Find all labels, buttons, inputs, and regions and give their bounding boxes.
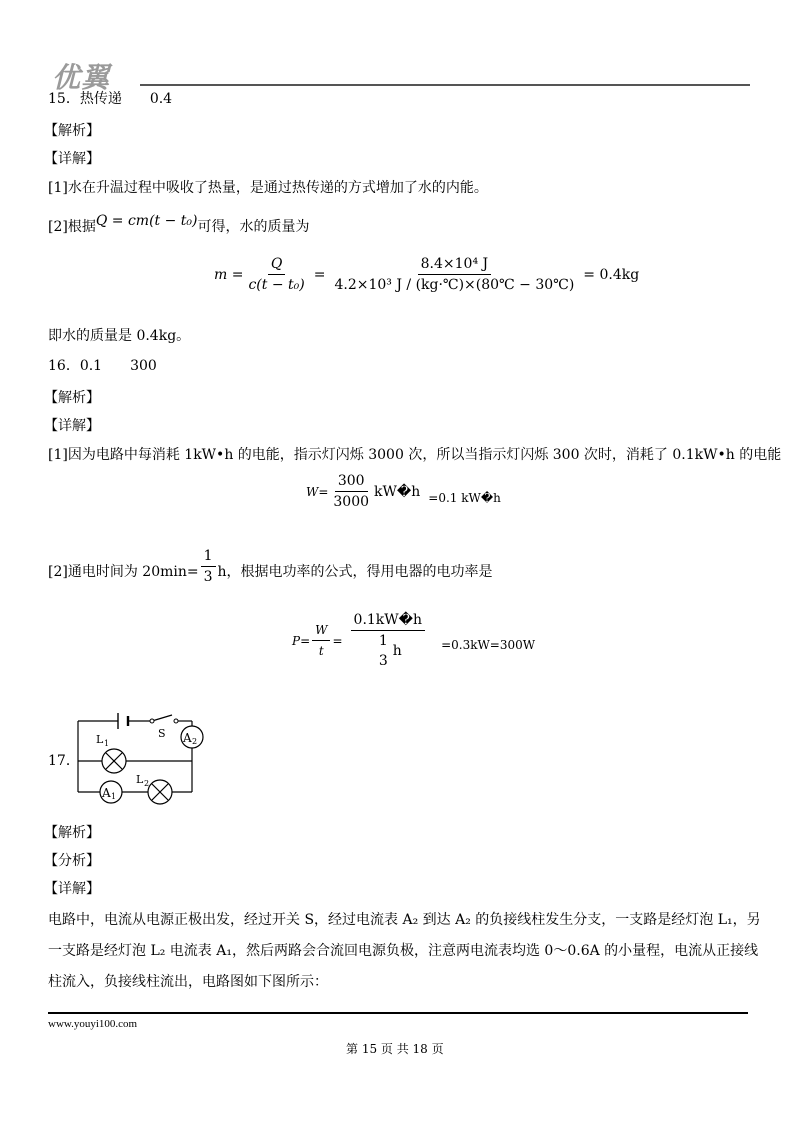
q16-power-equation [292, 612, 535, 669]
q16-p-denominator-2 [371, 631, 405, 669]
q16-p-inner-unit: h [392, 643, 402, 659]
q16-p-equals: = [332, 633, 343, 648]
q16-energy-equation [306, 473, 501, 510]
q16-w-lhs: W= [306, 484, 329, 499]
q16-w-result: =0.1 kW�h [428, 490, 501, 505]
q16-paragraph-1: [1]因为电路中每消耗 1kW•h 的电能，指示灯闪烁 3000 次，所以当指示灯闪烁 300 次时，消耗了 0.1kW•h 的电能 [48, 447, 782, 463]
q16-w-denominator: 3000 [333, 494, 370, 510]
q16-paragraph-2 [48, 544, 493, 585]
q16-p2-frac-den: 3 [203, 569, 213, 585]
ammeter-a2-letter: A [183, 731, 192, 745]
q16-p-numerator-2: 0.1kW�h [351, 612, 426, 631]
footer-url: www.youyi100.com [48, 1018, 138, 1030]
q17-paragraph-3: 柱流入，负接线柱流出，电路图如下图所示： [48, 974, 328, 990]
switch-pivot-right [174, 719, 178, 723]
q16-p-lhs: P= [292, 633, 311, 648]
q15-p2-prefix: [2]根据 [48, 219, 96, 235]
lamp-l1-letter: L [96, 733, 104, 746]
q15-conclusion: 即水的质量是 0.4kg。 [48, 328, 191, 344]
q16-p-fraction-2 [351, 612, 426, 669]
q16-p-inner-den: 3 [378, 653, 388, 669]
q17-detail-label: 【详解】 [44, 881, 100, 897]
q16-w-numerator: 300 [335, 473, 368, 492]
logo: 优翼 [52, 61, 111, 94]
q16-p2-prefix: [2]通电时间为 20min= [48, 564, 199, 580]
q16-detail-label: 【详解】 [44, 418, 100, 434]
switch-pivot-left [150, 719, 154, 723]
q15-eq-fraction-1 [245, 256, 307, 293]
q15-eq-denominator-2: 4.2×10³ J / (kg·℃)×(80℃ − 30℃) [334, 277, 575, 293]
ammeter-a2-subscript: 2 [192, 737, 198, 746]
q15-paragraph-2 [48, 213, 310, 236]
q17-heading: 17． [48, 753, 80, 769]
q15-eq-numerator-2: 8.4×10⁴ J [418, 256, 491, 275]
lamp-l2-letter: L [136, 773, 144, 786]
q16-analysis-label: 【解析】 [44, 390, 100, 406]
q15-detail-label: 【详解】 [44, 151, 100, 167]
q16-p-fraction-1 [312, 622, 330, 659]
q16-p-inner-fraction [376, 633, 391, 669]
q15-analysis-label: 【解析】 [44, 123, 100, 139]
q16-p-inner-num: 1 [378, 633, 388, 649]
lamp-l2-subscript: 2 [144, 779, 150, 788]
footer-rule [48, 1012, 748, 1014]
q15-p2-suffix: 可得，水的质量为 [197, 219, 310, 235]
q15-eq-result: = 0.4kg [583, 266, 640, 283]
q16-p2-fraction [201, 548, 216, 585]
q17-analyze-label: 【分析】 [44, 853, 100, 869]
q16-w-fraction [330, 473, 372, 510]
ammeter-a1-subscript: 1 [111, 792, 117, 801]
q15-p2-formula: Q = cm(t − t₀) [95, 213, 198, 229]
q16-p2-suffix: h，根据电功率的公式，得用电器的电功率是 [217, 564, 493, 580]
q15-paragraph-1: [1]水在升温过程中吸收了热量，是通过热传递的方式增加了水的内能。 [48, 180, 488, 196]
q16-p-result: =0.3kW=300W [441, 637, 536, 652]
q16-w-unit: kW�h [374, 483, 421, 500]
header-rule [140, 84, 750, 86]
switch-label: S [158, 727, 166, 740]
q15-heading: 15．热传递 0.4 [48, 91, 173, 107]
q17-circuit-diagram [70, 705, 220, 805]
lamp-l1-subscript: 1 [104, 739, 110, 748]
q17-analysis-label: 【解析】 [44, 825, 100, 841]
ammeter-a1-letter: A [102, 786, 111, 800]
q17-paragraph-2: 一支路是经灯泡 L₂ 电流表 A₁，然后两路会合流回电源负极，注意两电流表均选 0～0.6A 的小量程，电流从正接线 [48, 943, 759, 959]
q15-eq-lhs: m = [214, 266, 244, 283]
q15-eq-fraction-2 [331, 256, 577, 293]
footer-page-number: 第 15 页 共 18 页 [346, 1042, 444, 1056]
q16-p-numerator-1: W [312, 622, 330, 641]
q15-equation [214, 256, 639, 293]
q17-paragraph-1: 电路中，电流从电源正极出发，经过开关 S，经过电流表 A₂ 到达 A₂ 的负接线柱发生分支，一支路是经灯泡 L₁，另 [48, 912, 761, 928]
q15-eq-denominator-1: c(t − t₀) [248, 277, 305, 293]
q15-eq-equals: = [313, 266, 326, 283]
q15-eq-numerator-1: Q [268, 256, 285, 275]
q16-heading: 16．0.1 300 [48, 358, 157, 374]
q16-p2-frac-num: 1 [201, 548, 216, 567]
q16-p-denominator-1: t [318, 644, 324, 658]
